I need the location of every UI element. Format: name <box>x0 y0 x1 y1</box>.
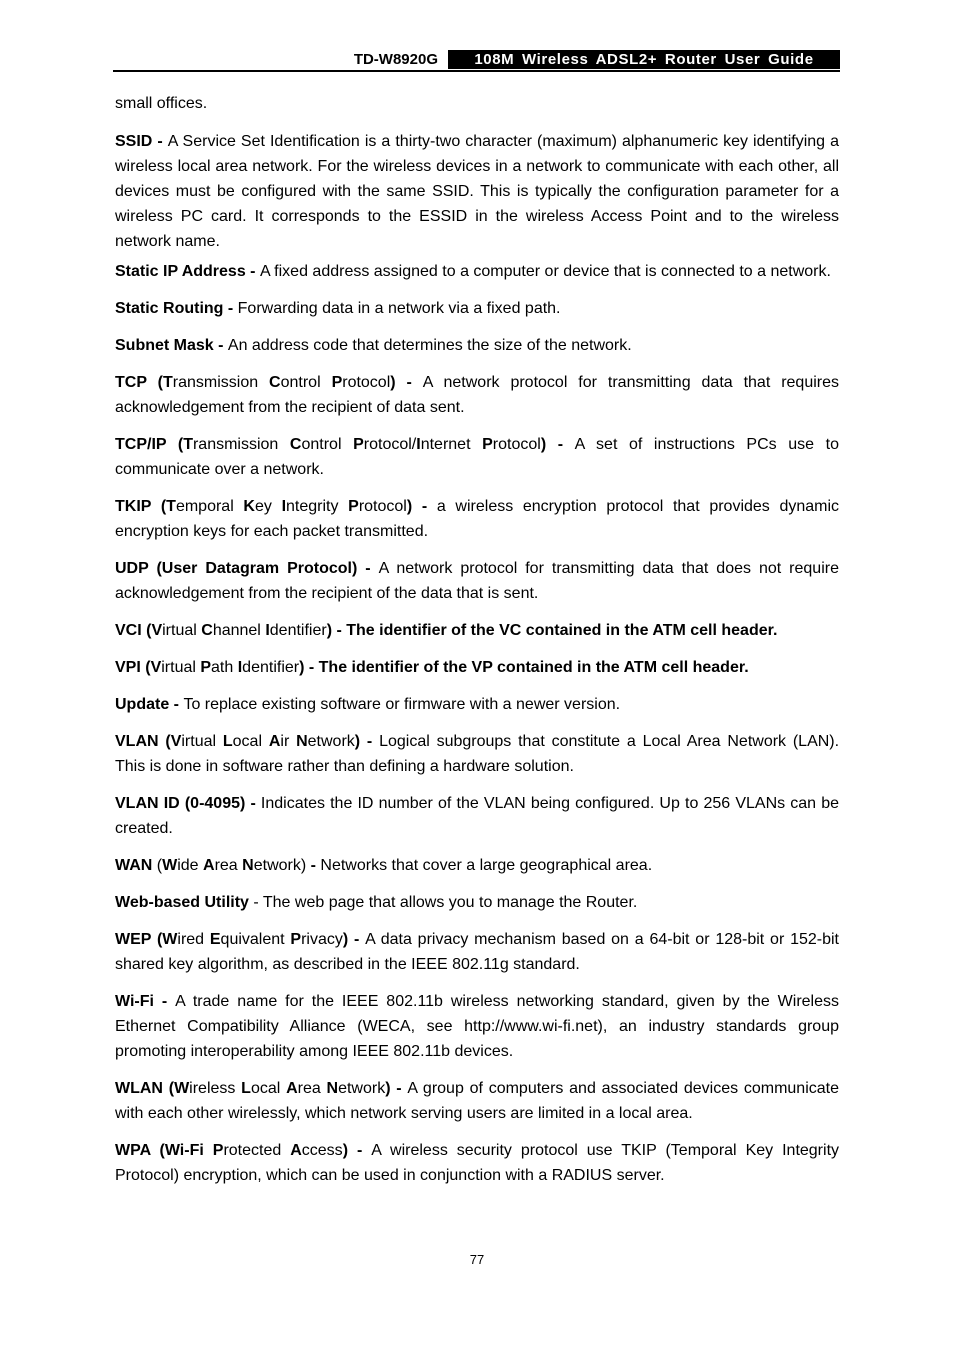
term-bold-text: C <box>289 436 302 453</box>
definition-text: rotocol <box>358 498 407 515</box>
glossary-entry-tcp <box>115 370 839 420</box>
glossary-entry-static-ip <box>115 259 839 284</box>
glossary-entry-subnet-mask <box>115 333 839 358</box>
glossary-entry-vci <box>115 618 839 643</box>
definition-text: To replace existing software or firmware with a newer version. <box>183 696 621 713</box>
term-bold-text: I <box>237 659 243 676</box>
term-bold-text: P <box>348 498 359 515</box>
term-bold-text: I <box>281 498 287 515</box>
definition-text: ey <box>254 498 282 515</box>
definition-text: A group of computers and associated devices communicate with each other wirelessly, which network serving users are limited in a local area. <box>115 1080 840 1122</box>
term-bold-text: P <box>331 374 343 391</box>
term-bold-text: ) - <box>354 733 380 750</box>
page-footer <box>0 1251 954 1269</box>
term-bold-text: P <box>353 436 364 453</box>
term-bold-text: C <box>201 622 213 639</box>
glossary-entry-tcpip <box>115 432 839 482</box>
term-bold-text: Wi-Fi - <box>115 993 176 1010</box>
term-bold-text: P <box>290 931 302 948</box>
definition-text: ir <box>280 733 297 750</box>
glossary-entry-vpi <box>115 655 839 680</box>
definition-text: A data privacy mechanism based on a 64-bit or 128-bit or 152-bit shared key algorithm, as described in the IEEE 802.11g standard. <box>115 931 839 973</box>
term-bold-text: N <box>326 1080 339 1097</box>
definition-text: ( <box>156 857 163 874</box>
definition-text: etwork <box>307 733 355 750</box>
definition-text: dentifier <box>269 622 327 639</box>
definition-text: An address code that determines the size of the network. <box>227 337 632 354</box>
definition-text: Forwarding data in a network via a fixed path. <box>237 300 561 317</box>
term-bold-text: A <box>268 733 281 750</box>
definition-text: ireless <box>189 1080 242 1097</box>
definition-text: etwork) <box>253 857 311 874</box>
term-bold-text: P <box>200 659 212 676</box>
definition-text: dentifier <box>242 659 300 676</box>
definition-text: ccess <box>301 1142 343 1159</box>
page-number: 77 <box>469 1252 485 1267</box>
definition-text: rotected <box>223 1142 291 1159</box>
term-bold-text: WLAN (W <box>115 1080 190 1097</box>
term-bold-text: N <box>242 857 254 874</box>
term-bold-text: UDP (User Datagram Protocol) - <box>115 560 379 577</box>
definition-text: irtual <box>161 659 201 676</box>
term-bold-text: VLAN (V <box>115 733 182 750</box>
term-bold-text: WAN <box>115 857 157 874</box>
term-bold-text: N <box>296 733 308 750</box>
definition-text: ocal <box>250 1080 287 1097</box>
definition-text: ontrol <box>280 374 332 391</box>
term-bold-text: ) - <box>342 931 366 948</box>
glossary-content <box>115 91 839 1200</box>
term-bold-text: - <box>310 857 321 874</box>
term-bold-text: Web-based Utility <box>115 894 254 911</box>
term-bold-text: SSID - <box>115 133 168 150</box>
definition-text: ontrol <box>301 436 354 453</box>
definition-text: Networks that cover a large geographical area. <box>320 857 653 874</box>
glossary-entry-vlan-id <box>115 791 839 841</box>
definition-text: rotocol/ <box>363 436 417 453</box>
definition-text: irtual <box>162 622 202 639</box>
definition-text: A set of instructions PCs use to communicate over a network. <box>115 436 839 478</box>
page-header <box>113 50 840 72</box>
term-bold-text: A <box>286 1080 298 1097</box>
glossary-entry-tkip <box>115 494 839 544</box>
term-bold-text: P <box>482 436 493 453</box>
term-bold-text: E <box>209 931 221 948</box>
term-bold-text: ) - <box>540 436 575 453</box>
glossary-entry-wan <box>115 853 839 878</box>
term-bold-text: VPI (V <box>115 659 162 676</box>
definition-text: nternet <box>420 436 483 453</box>
glossary-entry-udp <box>115 556 839 606</box>
intro-text: small offices. <box>115 95 208 112</box>
term-bold-text: Static Routing - <box>115 300 238 317</box>
definition-text: etwork <box>338 1080 386 1097</box>
definition-text: A network protocol for transmitting data that requires acknowledgement from the recipient of data sent. <box>115 374 840 416</box>
definition-text: ocal <box>232 733 269 750</box>
term-bold-text: ) - <box>342 1142 372 1159</box>
definition-text: A trade name for the IEEE 802.11b wireless networking standard, given by the Wireless Ethernet Compatibility Alliance (WECA, see http://www.wi-fi.net), an industry standards group promoting interoperability among IEEE 802.11b devices. <box>115 993 839 1060</box>
term-bold-text: ) - The identifier of the VC contained in the ATM cell header. <box>326 622 778 639</box>
term-bold-text: Update - <box>115 696 184 713</box>
glossary-entry-ssid <box>115 129 839 254</box>
glossary-entry-wpa <box>115 1138 839 1188</box>
definition-text: ide <box>177 857 204 874</box>
term-bold-text: TCP/IP (T <box>115 436 193 453</box>
definition-text: A network protocol for transmitting data that does not require acknowledgement from the recipient of the data that is sent. <box>115 560 839 602</box>
definition-text: rivacy <box>301 931 343 948</box>
term-bold-text: ) - The identifier of the VP contained in the ATM cell header. <box>299 659 749 676</box>
definition-text: ath <box>211 659 238 676</box>
glossary-entry-web-utility <box>115 890 839 915</box>
definition-text: emporal <box>175 498 244 515</box>
definition-text: A fixed address assigned to a computer or device that is connected to a network. <box>259 263 831 280</box>
glossary-entry-update <box>115 692 839 717</box>
definition-text: hannel <box>212 622 266 639</box>
definition-text: rea <box>214 857 243 874</box>
definition-text: quivalent <box>220 931 291 948</box>
term-bold-text: TCP (T <box>115 374 173 391</box>
term-bold-text: Static IP Address - <box>115 263 260 280</box>
term-bold-text: ) - <box>390 374 423 391</box>
term-bold-text: C <box>269 374 281 391</box>
term-bold-text: L <box>241 1080 251 1097</box>
definition-text: a wireless encryption protocol that provides dynamic encryption keys for each packet transmitted. <box>115 498 840 540</box>
glossary-entry-vlan <box>115 729 839 779</box>
definition-text: A wireless security protocol use TKIP (Temporal Key Integrity Protocol) encryption, which can be used in conjunction with a RADIUS server. <box>115 1142 840 1184</box>
term-bold-text: A <box>290 1142 302 1159</box>
term-bold-text: ) - <box>406 498 437 515</box>
term-bold-text: I <box>265 622 270 639</box>
header-model: TD-W8920G <box>353 51 438 68</box>
definition-text: rotocol <box>492 436 541 453</box>
definition-text: Indicates the ID number of the VLAN being configured. Up to 256 VLANs can be created. <box>115 795 839 837</box>
glossary-entry-static-routing <box>115 296 839 321</box>
glossary-entry-wifi <box>115 989 839 1064</box>
glossary-entry-wlan <box>115 1076 839 1126</box>
term-bold-text: WPA (Wi-Fi P <box>115 1142 224 1159</box>
definition-text: ntegrity <box>286 498 349 515</box>
term-bold-text: VLAN ID (0-4095) - <box>115 795 261 812</box>
definition-text: Logical subgroups that constitute a Local Area Network (LAN). This is done in software rather than defining a hardware solution. <box>115 733 840 775</box>
term-bold-text: A <box>203 857 215 874</box>
term-bold-text: W <box>162 857 178 874</box>
term-bold-text: L <box>222 733 233 750</box>
term-bold-text: TKIP (T <box>115 498 176 515</box>
definition-text: - The web page that allows you to manage the Router. <box>253 894 638 911</box>
definition-text: ransmission <box>192 436 290 453</box>
header-title: 108M Wireless ADSL2+ Router User Guide <box>448 50 840 69</box>
definition-text: A Service Set Identification is a thirty-two character (maximum) alphanumeric key identifying a wireless local area network. For the wireless devices in a network to communicate with each other, all devices must be configured with the same SSID. This is typically the configuration parameter for a wireless PC card. It corresponds to the ESSID in the wireless Access Point and to the wireless network name. <box>115 133 839 250</box>
definition-text: rea <box>297 1080 327 1097</box>
term-bold-text: WEP (W <box>115 931 178 948</box>
definition-text: ransmission <box>172 374 270 391</box>
term-bold-text: K <box>243 498 255 515</box>
term-bold-text: I <box>416 436 421 453</box>
glossary-entry-wep <box>115 927 839 977</box>
definition-text: irtual <box>181 733 223 750</box>
definition-text: rotocol <box>342 374 391 391</box>
term-bold-text: Subnet Mask - <box>115 337 228 354</box>
term-bold-text: VCI (V <box>115 622 163 639</box>
term-bold-text: ) - <box>385 1080 408 1097</box>
definition-text: ired <box>177 931 210 948</box>
